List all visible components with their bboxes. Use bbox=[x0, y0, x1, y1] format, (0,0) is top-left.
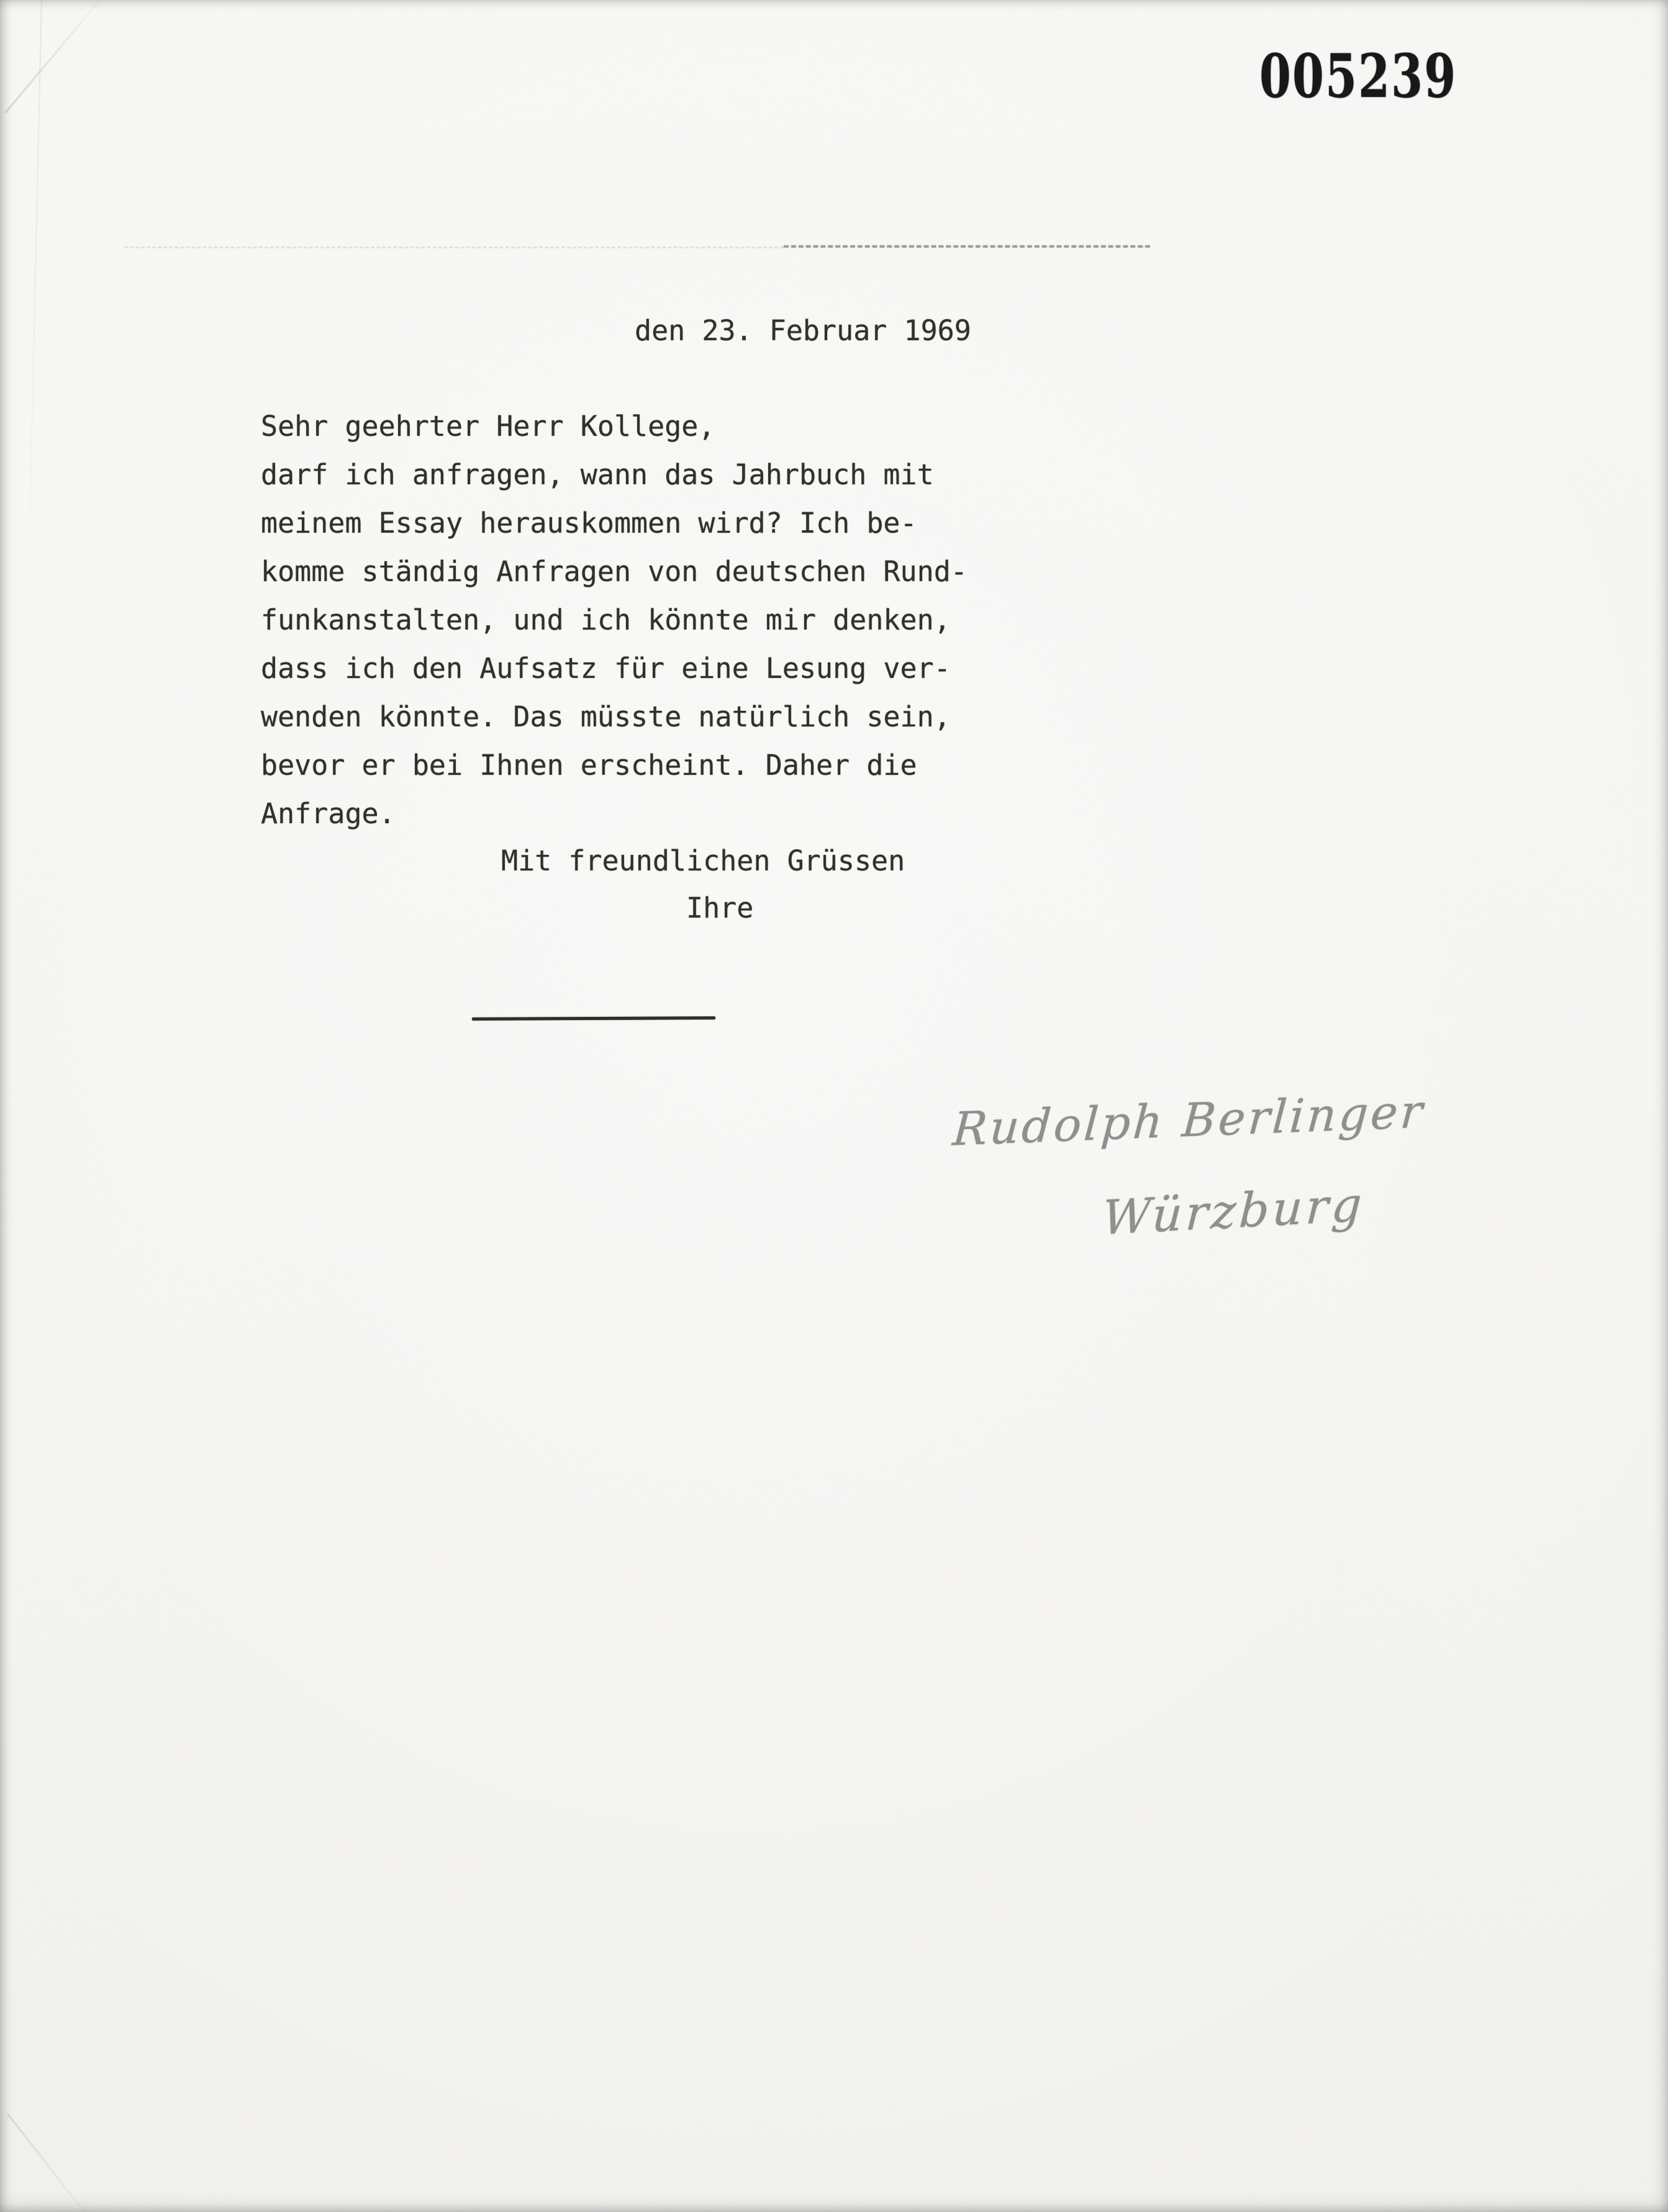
letter-line: bevor er bei Ihnen erscheint. Daher die bbox=[261, 749, 917, 782]
closing-pronoun: Ihre bbox=[686, 892, 754, 924]
letter-line: dass ich den Aufsatz für eine Lesung ver- bbox=[261, 652, 951, 685]
paper-crease-bottom-left bbox=[7, 2113, 93, 2212]
handwritten-signature-name: Rudolph Berlinger bbox=[951, 1085, 1427, 1157]
handwritten-signature-place: Würzburg bbox=[1100, 1176, 1366, 1246]
faint-dashed-line-left bbox=[124, 246, 784, 248]
letter-line: meinem Essay herauskommen wird? Ich be- bbox=[261, 507, 917, 539]
paper-crease-top-left bbox=[5, 0, 102, 113]
date-line: den 23. Februar 1969 bbox=[635, 314, 971, 347]
letter-line: darf ich anfragen, wann das Jahrbuch mit bbox=[261, 458, 934, 491]
letter-line: wenden könnte. Das müsste natürlich sein, bbox=[261, 700, 951, 733]
salutation-line: Sehr geehrter Herr Kollege, bbox=[261, 410, 715, 443]
letter-line: funkanstalten, und ich könnte mir denken, bbox=[261, 603, 951, 636]
letter-line: Anfrage. bbox=[261, 797, 396, 830]
letter-body bbox=[261, 402, 968, 838]
archive-stamp-number: 005239 bbox=[1259, 41, 1457, 111]
faint-dashed-line-right bbox=[784, 245, 1150, 248]
letter-line: komme ständig Anfragen von deutschen Rund- bbox=[261, 555, 968, 588]
closing-salutation: Mit freundlichen Grüssen bbox=[501, 844, 905, 877]
signature-line bbox=[472, 1016, 715, 1021]
